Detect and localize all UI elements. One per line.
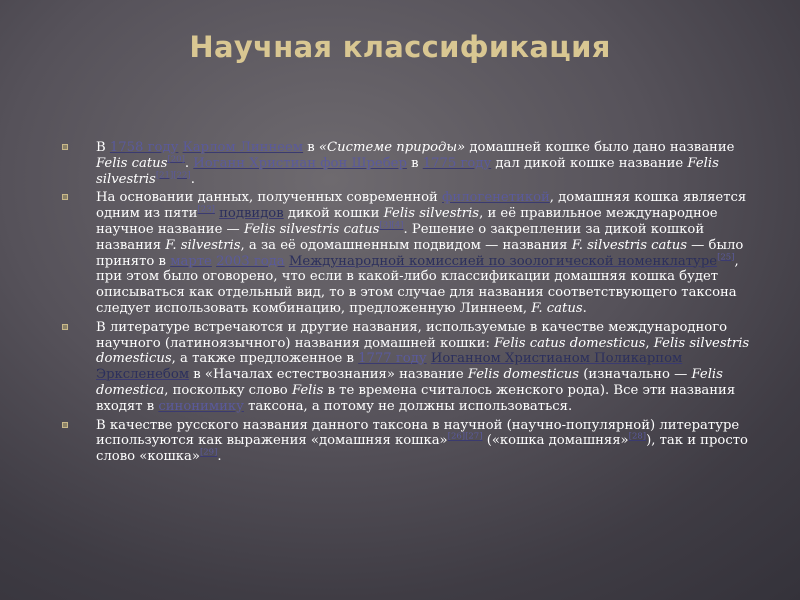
link-1758-year[interactable]: 1758 году xyxy=(109,140,179,155)
text: В xyxy=(96,140,110,155)
slide-title: Научная классификация xyxy=(189,30,611,64)
text: дикой кошки xyxy=(283,206,384,222)
italic-text: Felis silvestris xyxy=(383,206,480,222)
text: в xyxy=(406,155,423,171)
italic-text: Felis silvestris xyxy=(96,155,719,187)
content-list xyxy=(62,140,752,468)
italic-text: Felis silvestris domesticus xyxy=(96,335,750,367)
text: , поскольку слово xyxy=(164,382,292,398)
link-synonymy[interactable]: синонимику xyxy=(158,398,244,414)
italic-text: F. silvestris catus xyxy=(571,237,687,253)
italic-text: F. silvestris xyxy=(165,237,241,253)
link-2003-year[interactable]: 2003 года xyxy=(216,253,285,269)
link-1775-year[interactable]: 1775 году xyxy=(422,155,492,171)
link-1777-year[interactable]: 1777 году xyxy=(358,351,427,367)
text: , xyxy=(645,335,654,351)
list-item-3 xyxy=(62,320,752,415)
text: . xyxy=(184,155,194,171)
italic-text: Felis catus domesticus xyxy=(494,335,646,351)
reference-link[interactable]: [23] xyxy=(197,204,215,215)
reference-link[interactable]: [26][27] xyxy=(447,431,483,442)
square-bullet-icon xyxy=(62,422,68,428)
list-item-4 xyxy=(62,418,752,465)
text: В качестве русского названия данного таксона в научной (научно-популярной) литературе используются как выражения «домашняя кошка» xyxy=(96,417,740,449)
text: ), так и просто слово «кошка» xyxy=(96,433,748,465)
square-bullet-icon xyxy=(62,194,68,200)
text: — было принято в xyxy=(96,237,744,269)
text: , а также предложенное в xyxy=(171,351,359,367)
text: в «Началах естествознания» название xyxy=(189,367,468,383)
square-bullet-icon xyxy=(62,144,68,150)
reference-link[interactable]: [21][22] xyxy=(155,170,191,181)
text: , при этом было оговорено, что если в какой-либо классификации домашняя кошка будет описываться как отдельный вид, то в этом случае для названия соответствующего таксона следует использовать комбинацию, предложенную Линнеем, xyxy=(96,253,739,316)
text: , домашняя кошка является одним из пяти xyxy=(96,190,747,222)
link-iczn[interactable]: Международной комиссией по зоологической номенклатуре xyxy=(288,253,718,269)
italic-text: Felis xyxy=(291,382,324,398)
list-item-1 xyxy=(62,140,752,187)
text: (изначально — xyxy=(579,367,692,383)
link-phylogenetics[interactable]: филогенетикой xyxy=(442,190,550,206)
italic-text: «Системе природы» xyxy=(318,140,466,155)
text: домашней кошке было дано название xyxy=(465,140,735,155)
text: В литературе встречаются и другие названия, используемые в качестве международного научного (латиноязычного) названия домашней кошки: xyxy=(96,319,728,351)
text: («кошка домашняя» xyxy=(482,433,629,449)
text: . Решение о закреплении за дикой кошкой названия xyxy=(96,221,705,253)
text: На основании данных, полученных современной xyxy=(96,190,442,206)
italic-text: F. catus xyxy=(531,300,583,316)
link-schreber[interactable]: Иоганн Христиан фон Шребер xyxy=(193,155,407,171)
text: в xyxy=(303,140,319,155)
link-march[interactable]: марте xyxy=(170,253,212,269)
italic-text: Felis domesticus xyxy=(467,367,580,383)
reference-link[interactable]: [3][4] xyxy=(379,220,404,231)
text: . xyxy=(190,171,195,187)
reference-link[interactable]: [29] xyxy=(199,447,218,458)
text: в те времена считалось женского рода). Все эти названия входят в xyxy=(96,382,736,414)
italic-text: Felis silvestris catus xyxy=(243,221,380,237)
text: таксона, а потому не должны использоваться. xyxy=(243,398,573,414)
text: , а за её одомашненным подвидом — названия xyxy=(240,237,572,253)
reference-link[interactable]: [25] xyxy=(717,252,735,263)
italic-text: Felis domestica xyxy=(96,367,723,398)
text: . xyxy=(582,300,587,316)
square-bullet-icon xyxy=(62,324,68,330)
link-erxleben[interactable]: Иоганном Христианом Поликарпом Эрксленебом xyxy=(96,351,683,383)
link-subspecies[interactable]: подвидов xyxy=(219,206,284,222)
text: дал дикой кошке название xyxy=(491,155,688,171)
list-item-2 xyxy=(62,190,752,316)
text: . xyxy=(217,449,222,465)
reference-link[interactable]: [28] xyxy=(628,431,647,442)
reference-link[interactable]: [20] xyxy=(167,154,185,165)
text: , и её правильное международное научное название — xyxy=(96,206,718,237)
italic-text: Felis catus xyxy=(96,155,168,171)
link-linnaeus[interactable]: Карлом Линнеем xyxy=(182,140,304,155)
